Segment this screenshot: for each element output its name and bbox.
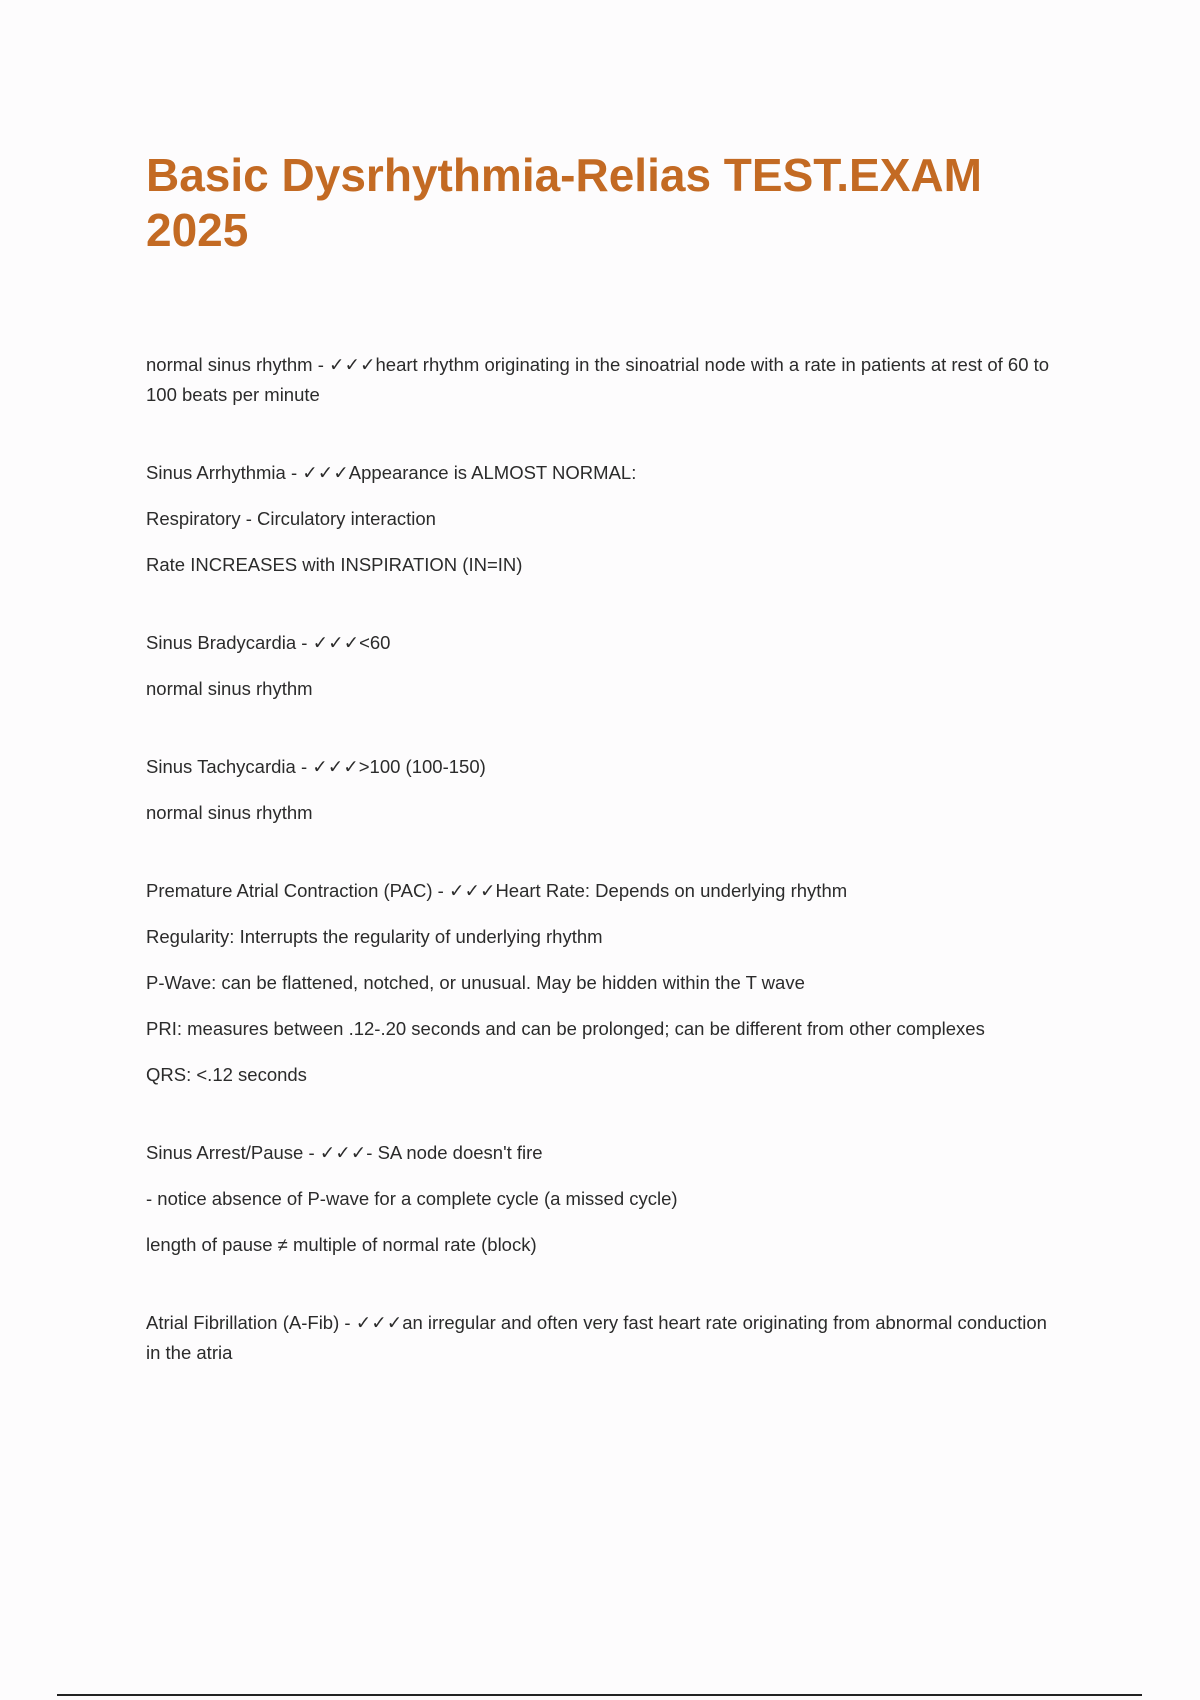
entry-line: Rate INCREASES with INSPIRATION (IN=IN) [146,554,523,575]
entry-normal-sinus-rhythm [146,350,1066,410]
entry-line: Sinus Arrhythmia - ✓✓✓Appearance is ALMOST NORMAL: [146,462,637,483]
entry-atrial-fibrillation [146,1308,1066,1368]
entry-line: length of pause ≠ multiple of normal rate (block) [146,1234,537,1255]
document-title: Basic Dysrhythmia-Relias TEST.EXAM 2025 [146,149,982,256]
entry-sinus-tachycardia [146,752,1066,828]
entry-premature-atrial-contraction [146,876,1066,1090]
entry-line: Sinus Arrest/Pause - ✓✓✓- SA node doesn't fire [146,1142,543,1163]
entry-line: Regularity: Interrupts the regularity of underlying rhythm [146,926,603,947]
entry-line: QRS: <.12 seconds [146,1064,307,1085]
document-content [146,350,1066,1416]
entry-line: Premature Atrial Contraction (PAC) - ✓✓✓Heart Rate: Depends on underlying rhythm [146,880,848,901]
entry-line: normal sinus rhythm [146,678,313,699]
entry-line: normal sinus rhythm - ✓✓✓heart rhythm originating in the sinoatrial node with a rate in patients at rest of 60 to 100 beats per minute [146,354,1050,405]
entry-line: Sinus Bradycardia - ✓✓✓<60 [146,632,391,653]
entry-sinus-arrest-pause [146,1138,1066,1260]
entry-line: PRI: measures between .12-.20 seconds and can be prolonged; can be different from other complexes [146,1018,985,1039]
entry-line: Sinus Tachycardia - ✓✓✓>100 (100-150) [146,756,486,777]
entry-line: P-Wave: can be flattened, notched, or unusual. May be hidden within the T wave [146,972,805,993]
entry-line: - notice absence of P-wave for a complete cycle (a missed cycle) [146,1188,678,1209]
entry-line: Respiratory - Circulatory interaction [146,508,436,529]
footer-divider [57,1694,1142,1696]
entry-sinus-bradycardia [146,628,1066,704]
entry-sinus-arrhythmia [146,458,1066,580]
entry-line: Atrial Fibrillation (A-Fib) - ✓✓✓an irregular and often very fast heart rate originating from abnormal conduction in the atria [146,1312,1047,1363]
entry-line: normal sinus rhythm [146,802,313,823]
